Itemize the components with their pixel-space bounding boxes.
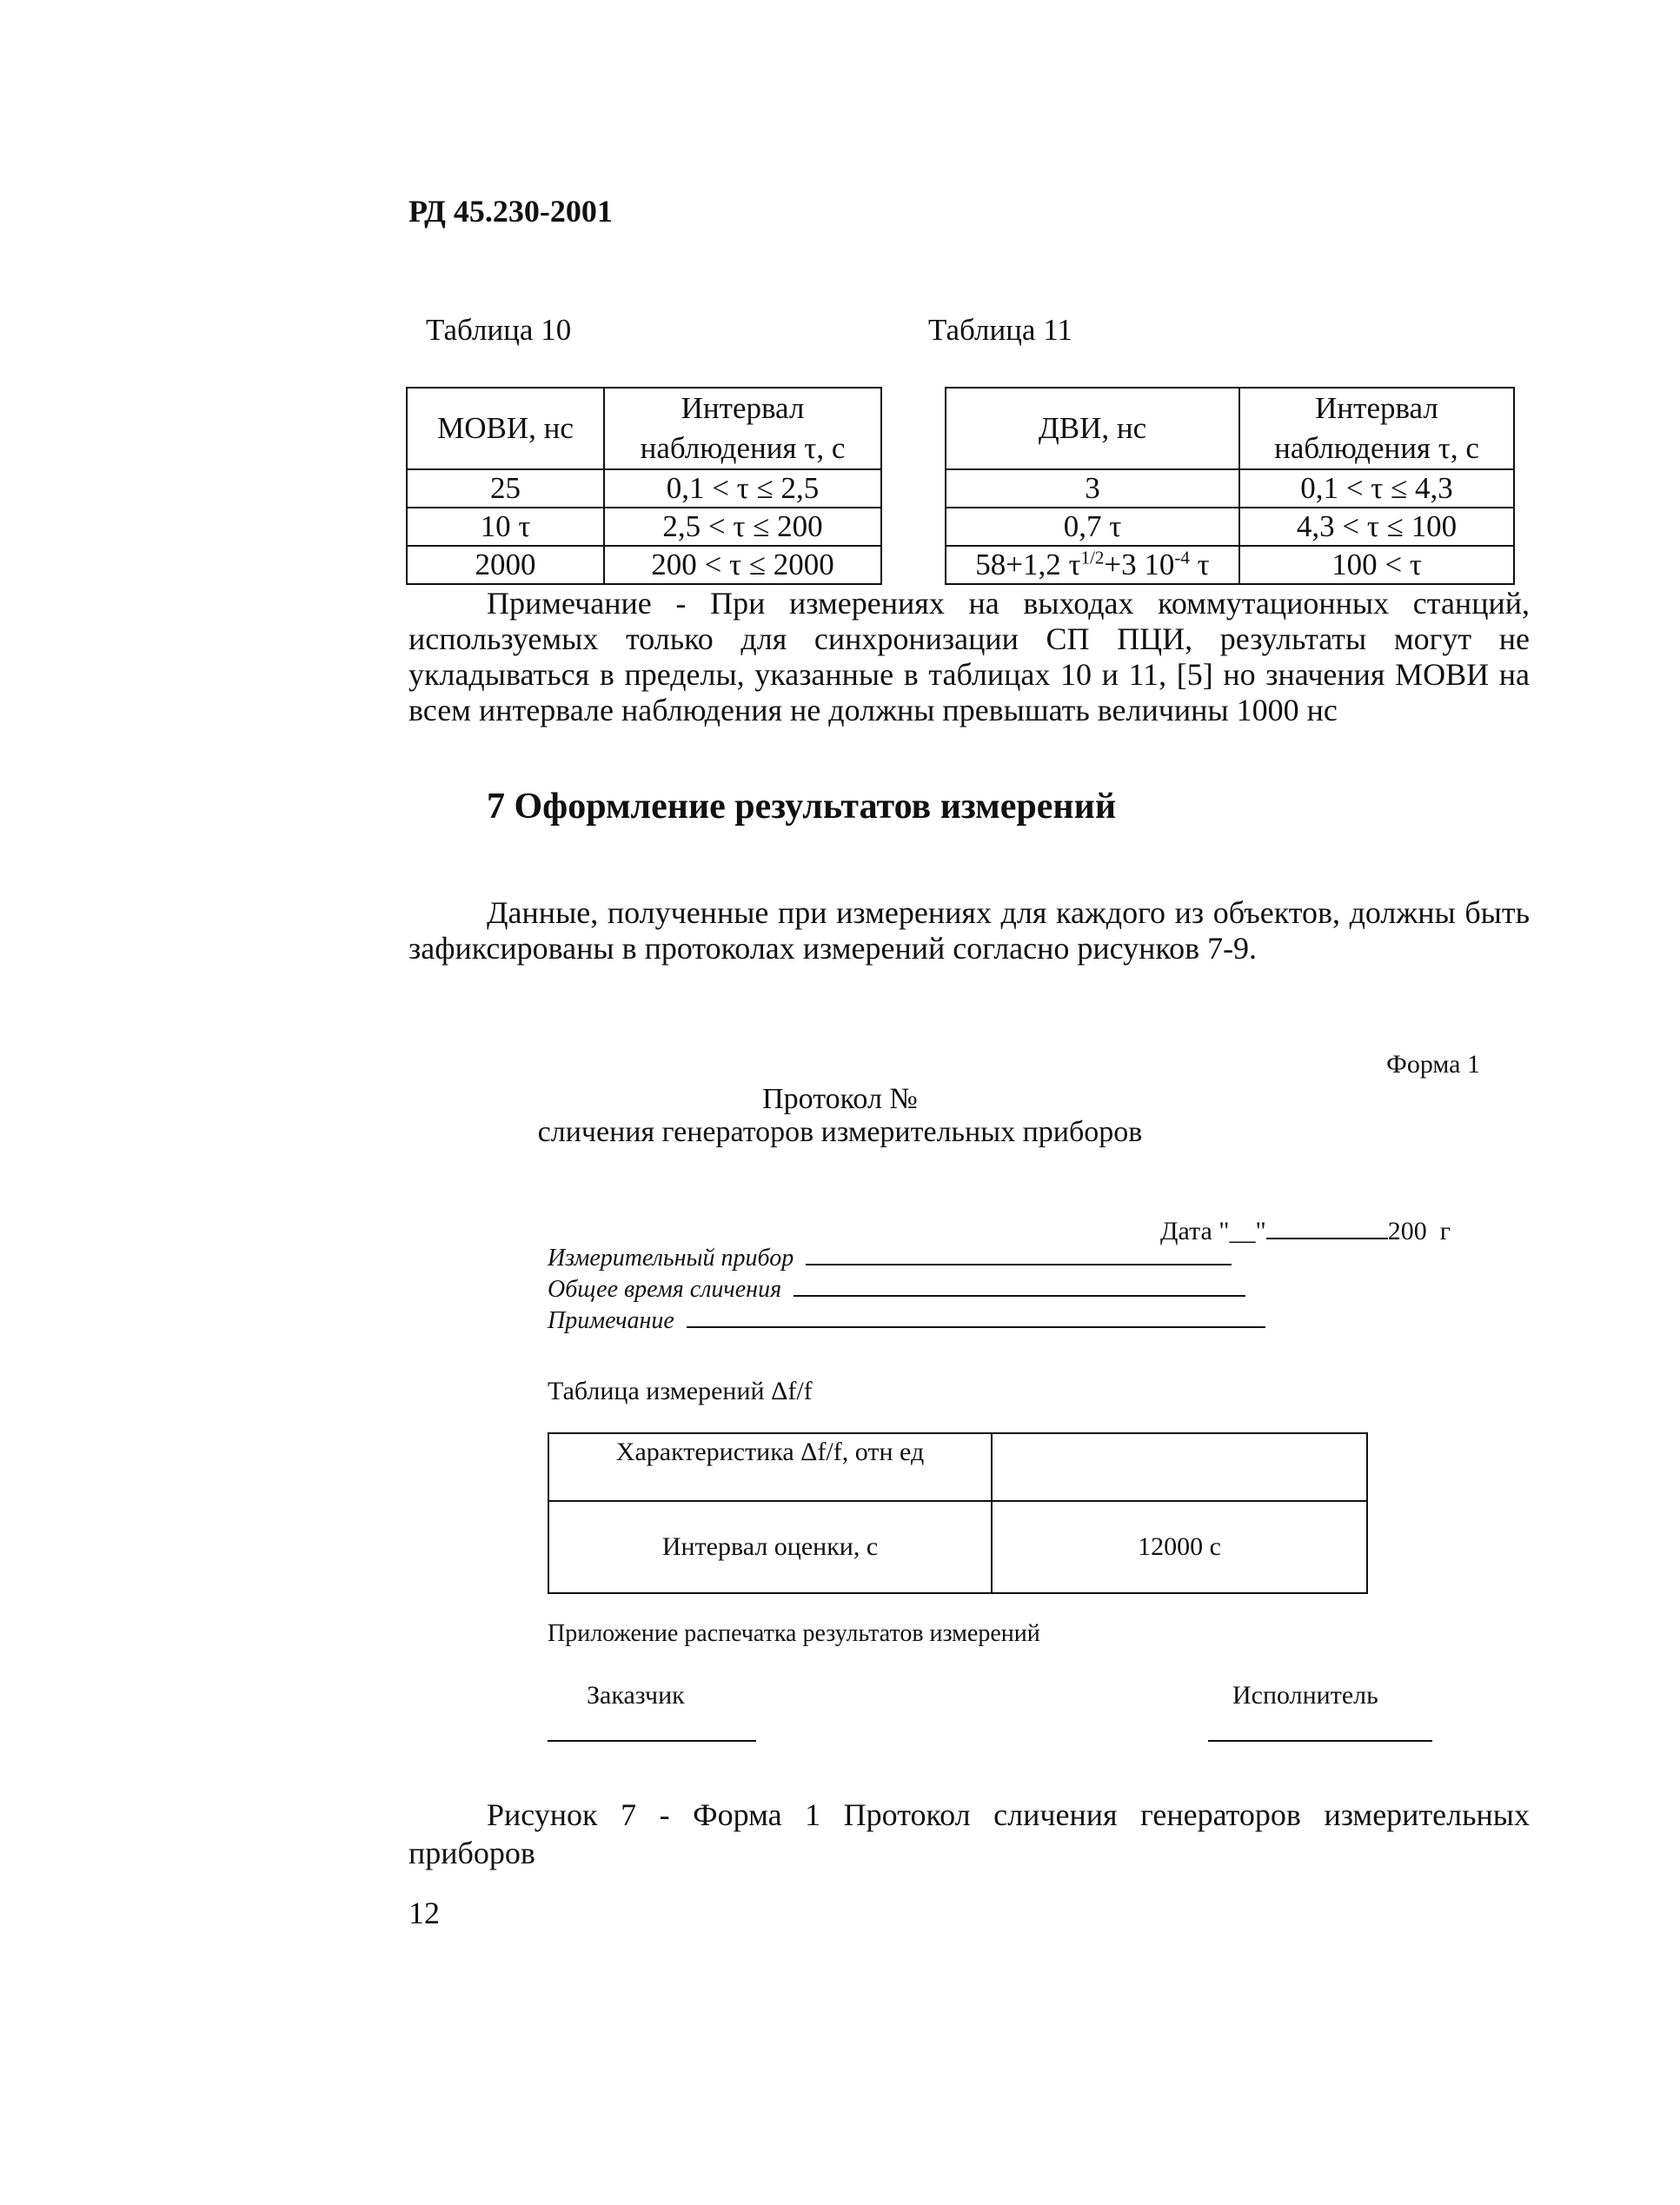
customer-signature-line[interactable] [548, 1740, 756, 1742]
table-cell: Характеристика Δf/f, отн ед [548, 1433, 992, 1501]
table-row [946, 508, 1514, 546]
note-paragraph: Примечание - При измерениях на выходах коммутационных станций, используемых только для синхронизации СП ПЦИ, результаты могут не укладываться в пределы, указанные в таблицах 10 и 11, [5] но значения МОВИ на всем интервале наблюдения не должны превышать величины 1000 нс [408, 586, 1530, 727]
table-cell: 12000 с [992, 1501, 1367, 1593]
table-row [407, 508, 881, 546]
appendix-note: Приложение распечатка результатов измерений [548, 1620, 1040, 1647]
table10-caption: Таблица 10 [426, 313, 572, 347]
table-cell: 0,7 τ [946, 508, 1239, 546]
field-instrument-line[interactable] [806, 1245, 1232, 1265]
table-cell: 2,5 < τ ≤ 200 [604, 508, 881, 546]
table-row [548, 1501, 1367, 1593]
table-row [407, 469, 881, 508]
date-line: Дата "__" 200 г [1160, 1217, 1451, 1245]
protocol-subtitle: сличения генераторов измерительных приборов [537, 1116, 1143, 1148]
table10-header-movi: МОВИ, нс [407, 388, 604, 469]
table-cell [992, 1433, 1367, 1501]
measurement-table-caption: Таблица измерений Δf/f [548, 1377, 813, 1405]
table11-header-dvi: ДВИ, нс [946, 388, 1239, 469]
customer-label: Заказчик [587, 1681, 685, 1710]
table-cell: 0,1 < τ ≤ 2,5 [604, 469, 881, 508]
intro-paragraph: Данные, полученные при измерениях для каждого из объектов, должны быть зафиксированы в протоколах измерений согласно рисунков 7-9. [408, 895, 1530, 966]
table-row [548, 1433, 1367, 1501]
field-total-time: Общее время сличения [548, 1276, 1245, 1304]
table-cell: 200 < τ ≤ 2000 [604, 546, 881, 584]
table11-header-interval: Интервал наблюдения τ, с [1239, 388, 1514, 469]
table11-caption: Таблица 11 [928, 313, 1072, 347]
document-code: РД 45.230-2001 [408, 194, 613, 229]
table-11 [945, 387, 1515, 585]
table-cell: 100 < τ [1239, 546, 1514, 584]
table-cell: 25 [407, 469, 604, 508]
table-cell: 2000 [407, 546, 604, 584]
table-cell-formula: 58+1,2 $\tau^{1/2}+3$ $10^{-4}$ τ [946, 546, 1239, 584]
table-cell: 4,3 < τ ≤ 100 [1239, 508, 1514, 546]
table-row [946, 469, 1514, 508]
executor-label: Исполнитель [1232, 1681, 1378, 1710]
field-note-line[interactable] [687, 1307, 1265, 1328]
table-cell: Интервал оценки, с [548, 1501, 992, 1593]
field-total-time-line[interactable] [794, 1276, 1245, 1297]
table-row [407, 546, 881, 584]
executor-signature-line[interactable] [1208, 1740, 1432, 1742]
table10-header-interval: Интервал наблюдения τ, с [604, 388, 881, 469]
table-10 [406, 387, 882, 585]
protocol-title: Протокол № [762, 1083, 918, 1115]
page-number: 12 [408, 1896, 440, 1930]
section-heading: 7 Оформление результатов измерений [487, 787, 1117, 827]
form-label: Форма 1 [1386, 1050, 1480, 1079]
field-note: Примечание [548, 1307, 1265, 1335]
table-cell: 0,1 < τ ≤ 4,3 [1239, 469, 1514, 508]
measurement-table [548, 1432, 1368, 1594]
table-row [946, 546, 1514, 584]
field-instrument: Измерительный прибор [548, 1245, 1232, 1272]
figure-caption: Рисунок 7 - Форма 1 Протокол сличения генераторов измерительных приборов [408, 1797, 1530, 1870]
table-cell: 3 [946, 469, 1239, 508]
table-cell: 10 τ [407, 508, 604, 546]
